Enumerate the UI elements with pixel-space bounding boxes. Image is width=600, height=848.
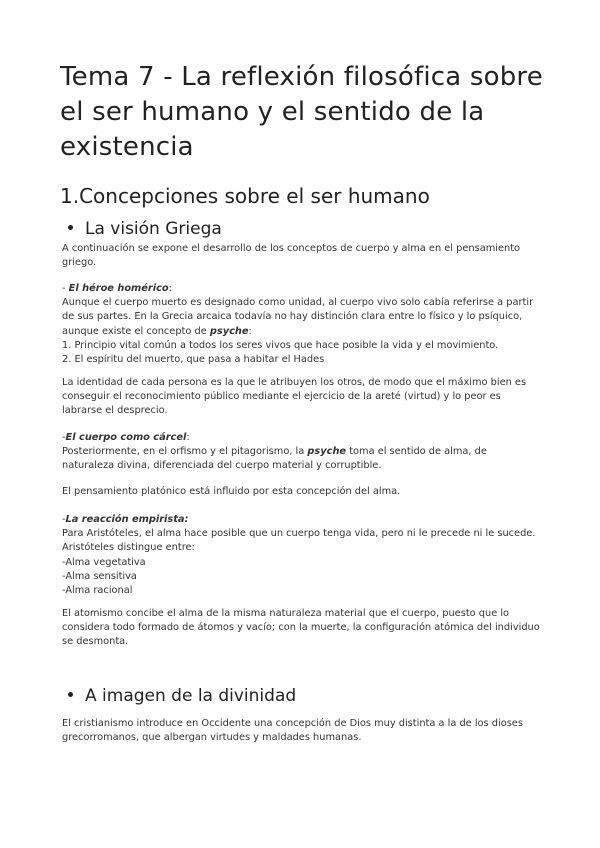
empirista-paragraph [62,513,540,598]
identidad-paragraph: La identidad de cada persona es la que le atribuyen los otros, de modo que el máximo bien es conseguir el reconocimiento público mediante el ejercicio de la areté (virtud) y lo peor es labrarse el desprecio. [62,377,527,417]
section-heading: 1.Concepciones sobre el ser humano [60,184,430,208]
heroe-term-psyche: psyche [209,325,249,337]
empirista-item: -Alma vegetativa [62,556,146,568]
heroe-text: Aunque el cuerpo muerto es designado como unidad, al cuerpo vivo solo cabía referirse a partir de sus partes. En la Grecia arcaica todavía no hay distinción clara entre lo físico y lo psíquico, aunque existe el concepto de [62,297,534,337]
heroe-paragraph [62,282,540,367]
subsection-heading-imagen-divinidad [68,685,296,707]
intro-paragraph: A continuación se expone el desarrollo de los conceptos de cuerpo y alma en el pensamiento griego. [62,243,521,269]
empirista-item: -Alma sensitiva [62,570,137,582]
page-title: Tema 7 - La reflexión filosófica sobre el ser humano y el sentido de la existencia [60,62,543,162]
heroe-dash: - [62,283,69,294]
carcel-text-b: toma el sentido de alma, de naturaleza divina, diferenciada del cuerpo material y corruptible. [62,446,487,472]
atomismo-paragraph: El atomismo concibe el alma de la misma naturaleza material que el cuerpo, puesto que lo considera todo formado de átomos y vacío; con la muerte, la configuración atómica del individuo se desmonta. [62,608,540,648]
platonico-paragraph: El pensamiento platónico está influido por esta concepción del alma. [62,486,401,497]
empirista-text: Para Aristóteles, el alma hace posible que un cuerpo tenga vida, pero ni le precede ni le sucede. Aristóteles distingue entre: [62,528,536,554]
carcel-paragraph [62,431,540,474]
empirista-label: La reacción empirista: [65,514,189,525]
subsection-heading-label: A imagen de la divinidad [85,686,297,706]
bullet-dot-icon [68,692,73,697]
heroe-item-2: 2. El espíritu del muerto, que pasa a habitar el Hades [62,354,325,366]
divinidad-paragraph: El cristianismo introduce en Occidente una concepción de Dios muy distinta a la de los dioses grecorromanos, que albergan virtudes y maldades humanas. [62,718,523,744]
heroe-text-end: : [248,325,252,337]
heroe-label: El héroe homérico [68,283,169,294]
bullet-dot-icon [68,225,73,230]
carcel-term-psyche: psyche [307,446,347,458]
carcel-text-a: Posteriormente, en el orfismo y el pitagorismo, la [62,446,308,458]
subsection-heading-vision-griega [68,218,222,240]
heroe-item-1: 1. Principio vital común a todos los seres vivos que hace posible la vida y el movimiento. [62,339,499,351]
carcel-colon: : [186,432,190,443]
carcel-dash: - [62,432,66,443]
empirista-item: -Alma racional [62,585,133,597]
carcel-label: El cuerpo como cárcel [65,432,187,443]
subsection-heading-label: La visión Griega [85,219,222,239]
heroe-colon: : [168,283,172,294]
empirista-dash: - [62,514,66,525]
